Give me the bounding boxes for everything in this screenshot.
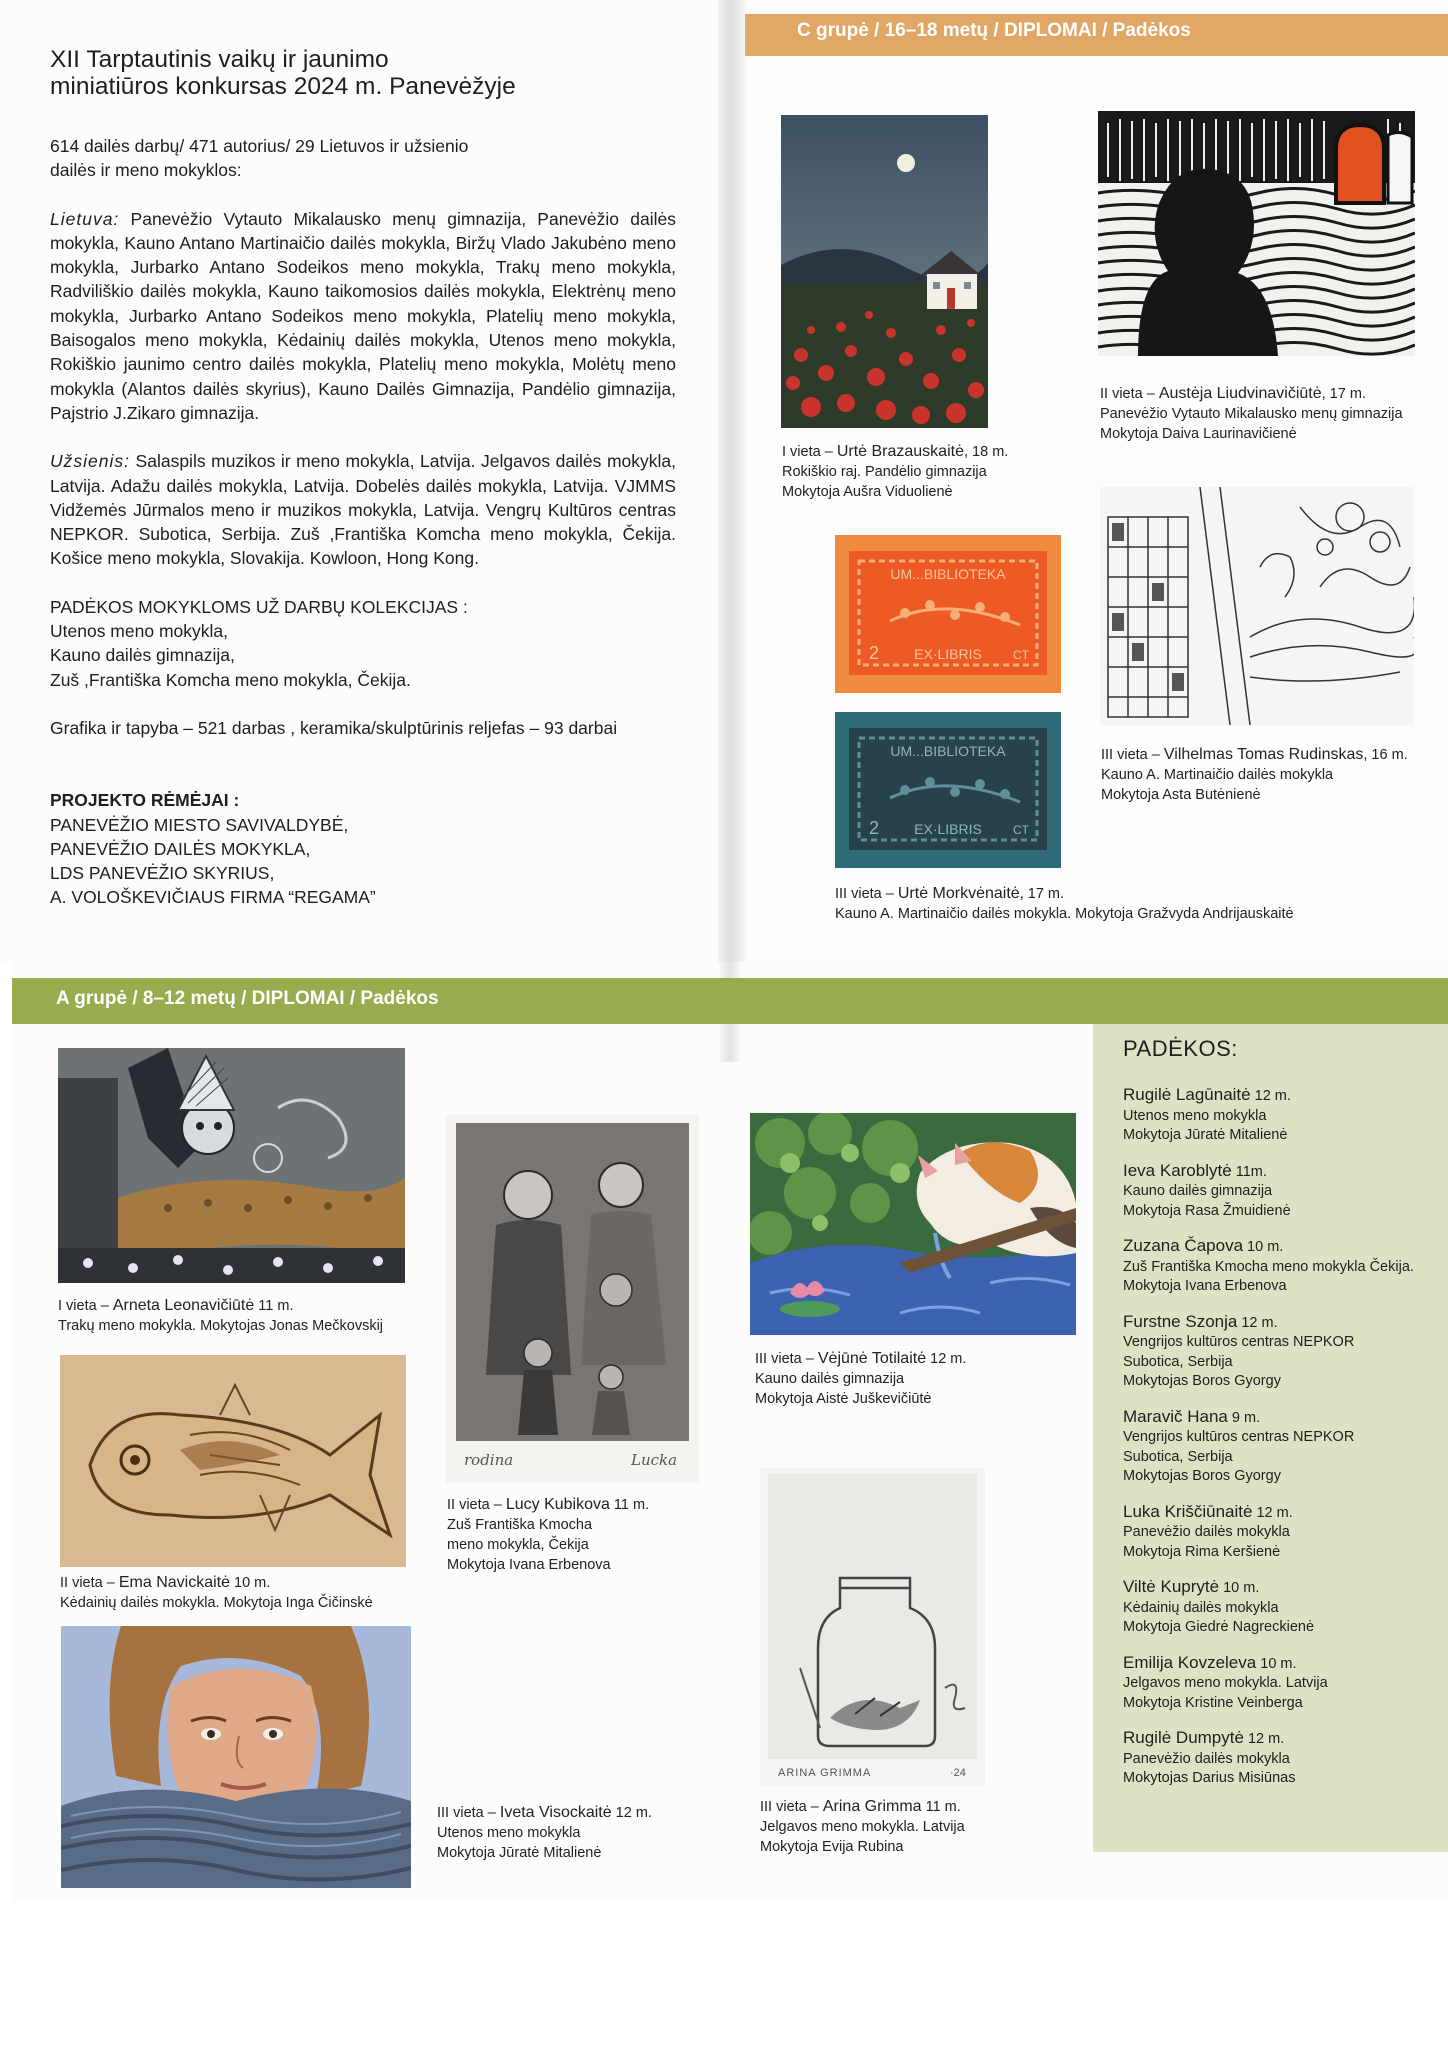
exlibris-number: 2 [869,643,880,663]
padekos-list [1123,1034,1443,1803]
exlibris-top-text: UM...BIBLIOTEKA [890,743,1006,759]
exlibris-bottom-text: EX·LIBRIS [914,646,982,662]
sponsor-item: PANEVĖŽIO MIESTO SAVIVALDYBĖ, [50,814,349,835]
a-third-caption-b: III vieta – Vėjūnė Totilaitė 12 m. Kauno dailės gimnazija Mokytoja Aistė Juškevičiūtė [755,1350,967,1407]
c-second-caption: II vieta – Austėja Liudvinavičiūtė, 17 m. Panevėžio Vytauto Mikalausko menų gimnazija Mokytoja Daiva Laurinavičienė [1100,385,1403,442]
padekos-item: Viltė Kuprytė 10 m. Kėdainių dailės mokykla Mokytoja Giedrė Nagreckienė [1123,1577,1315,1635]
padekos-item: Luka Kriščiūnaitė 12 m. Panevėžio dailės mokykla Mokytoja Rima Keršienė [1123,1501,1293,1560]
page-fold-shadow [718,0,746,962]
padekos-item: Zuzana Čapova 10 m. Zuš Františka Kmocha meno mokykla Čekija. Mokytoja Ivana Erbenova [1123,1236,1414,1294]
artwork-fantasy-collage [58,1048,405,1283]
a-group-header: A grupė / 8–12 metų / DIPLOMAI / Padėkos [56,988,439,1009]
artwork-silhouette-linocut [1098,111,1415,356]
exlibris-top-text: UM...BIBLIOTEKA [890,566,1006,582]
lucy-handwriting-signature: Lucka [631,1451,678,1469]
arina-handwriting-year: ·24 [950,1767,966,1779]
artwork-jar-etching [760,1468,985,1786]
padekos-item: Rugilė Dumpytė 12 m. Panevėžio dailės mokykla Mokytojas Darius Misiūnas [1123,1728,1296,1786]
padekos-item: Maravič Hana 9 m. Vengrijos kultūros centras NEPKOR Subotica, Serbija Mokytojas Boros Gyorgy [1123,1406,1355,1484]
collections-title: PADĖKOS MOKYKLOMS UŽ DARBŲ KOLEKCIJAS : [50,596,468,617]
artwork-family-drypoint [446,1115,699,1483]
artwork-exlibris-orange [835,535,1061,693]
collection-item: Kauno dailės gimnazija, [50,645,235,666]
artwork-exlibris-teal [835,712,1061,868]
a-second-caption-b: II vieta – Lucy Kubikova 11 m. Zuš Františka Kmocha meno mokykla, Čekija Mokytoja Ivana Erbenova [447,1496,650,1573]
uzsienis-label: Užsienis: [50,451,130,472]
sponsors-block [50,788,676,909]
exlibris-initials: CT [1013,648,1029,662]
a-first-caption: I vieta – Arneta Leonavičiūtė 11 m. Trakų meno mokykla. Mokytojas Jonas Mečkovskij [58,1297,384,1334]
c-third-caption-b: III vieta – Urtė Morkvėnaitė, 17 m. Kauno A. Martinaičio dailės mokykla. Mokytoja Gražvyda Andrijauskaitė [835,885,1294,922]
sponsor-item: LDS PANEVĖŽIO SKYRIUS, [50,863,275,884]
c-group-header-bar [745,14,1448,56]
exlibris-bottom-text: EX·LIBRIS [914,821,982,837]
sponsor-item: A. VOLOŠKEVIČIAUS FIRMA “REGAMA” [50,887,376,908]
exlibris-initials: CT [1013,823,1029,837]
a-second-caption-a: II vieta – Ema Navickaitė 10 m. Kėdainių dailės mokykla. Mokytoja Inga Čičinskė [60,1574,373,1611]
padekos-item: Emilija Kovzeleva 10 m. Jelgavos meno mokykla. Latvija Mokytoja Kristine Veinberga [1123,1652,1328,1711]
competition-title: XII Tarptautinis vaikų ir jaunimo miniatiūros konkursas 2024 m. Panevėžyje [50,46,516,100]
sponsor-item: PANEVĖŽIO DAILĖS MOKYKLA, [50,838,311,859]
collections-block [50,595,676,692]
sponsors-title: PROJEKTO RĖMĖJAI : [50,790,240,811]
arina-handwriting-name: ARINA GRIMMA [778,1767,872,1779]
padekos-item: Ieva Karoblytė 11m. Kauno dailės gimnazija Mokytoja Rasa Žmuidienė [1123,1160,1291,1219]
a-third-caption-c: III vieta – Arina Grimma 11 m. Jelgavos meno mokykla. Latvija Mokytoja Evija Rubina [760,1798,965,1855]
uzsienis-schools: Salaspils muzikos ir meno mokykla, Latvija. Jelgavos dailės mokykla, Latvija. Adažu dailės mokykla, Latvija. Dobelės dailės mokykla, Latvija. VJMMS Vidžemės Jūrmalos meno ir muzikos mokykla, Latvija. Vengrų Kultūros centras NEPKOR. Subotica, Serbija. Zuš ,Františka Komcha meno mokykla, Čekija. Košice meno mokykla, Slovakija. Kowloon, Hong Kong. [50,451,676,569]
a-group-header-bar [12,978,1448,1024]
padekos-title: PADĖKOS: [1123,1036,1238,1061]
collection-item: Zuš ,Františka Komcha meno mokykla, Čekija. [50,669,411,690]
lietuva-label: Lietuva: [50,208,120,229]
uzsienis-paragraph [50,449,676,570]
c-third-caption-a: III vieta – Vilhelmas Tomas Rudinskas, 16 m. Kauno A. Martinaičio dailės mokykla Mokytoja Asta Butėnienė [1101,746,1408,803]
artwork-tree-library [1100,487,1414,725]
techniques-text: Grafika ir tapyba – 521 darbas , keramika/skulptūrinis reljefas – 93 darbai [50,717,618,738]
exlibris-number: 2 [869,818,880,838]
left-page-text [50,46,676,910]
stats-text: 614 dailės darbų/ 471 autorius/ 29 Lietuvos ir užsienio dailės ir meno mokyklos: [50,136,469,181]
lietuva-paragraph [50,207,676,426]
lietuva-schools: Panevėžio Vytauto Mikalausko menų gimnazija, Panevėžio dailės mokykla, Kauno Antano Martinaičio dailės mokykla, Biržų Vlado Jakubėno meno mokykla, Jurbarko Antano Sodeikos meno mokykla, Trakų meno mokykla, Radviliškio dailės mokykla, Kauno taikomosios dailės mokykla, Elektrėnų meno mokykla, Jurbarko Antano Sodeikos meno mokykla, Platelių meno mokykla, Baisogalos meno mokykla, Kėdainių dailės mokykla, Utenos meno mokykla, Rokiškio jaunimo centro dailės mokykla, Platelių meno mokykla, Molėtų meno mokykla (Alantos dailės skyrius), Kauno Dailės Gimnazija, Pandėlio gimnazija, Pajstrio J.Zikaro gimnazija. [50,208,676,423]
c-first-caption: I vieta – Urtė Brazauskaitė, 18 m. Rokiškio raj. Pandėlio gimnazija Mokytoja Aušra Viduolienė [782,443,1009,500]
a-third-caption-a: III vieta – Iveta Visockaitė 12 m. Utenos meno mokykla Mokytoja Jūratė Mitalienė [437,1804,652,1861]
artwork-girl-portrait [61,1626,411,1888]
artwork-cat-drinking [750,1113,1076,1335]
artwork-fish-etching [60,1355,406,1567]
artwork-house-poppies [781,115,988,428]
padekos-item: Rugilė Lagūnaitė 12 m. Utenos meno mokykla Mokytoja Jūratė Mitalienė [1123,1085,1291,1143]
padekos-item: Furstne Szonja 12 m. Vengrijos kultūros centras NEPKOR Subotica, Serbija Mokytojas Boros Gyorgy [1123,1311,1355,1389]
c-group-header: C grupė / 16–18 metų / DIPLOMAI / Padėkos [797,20,1191,41]
collection-item: Utenos meno mokykla, [50,621,228,642]
lucy-handwriting-title: rodina [464,1451,514,1469]
